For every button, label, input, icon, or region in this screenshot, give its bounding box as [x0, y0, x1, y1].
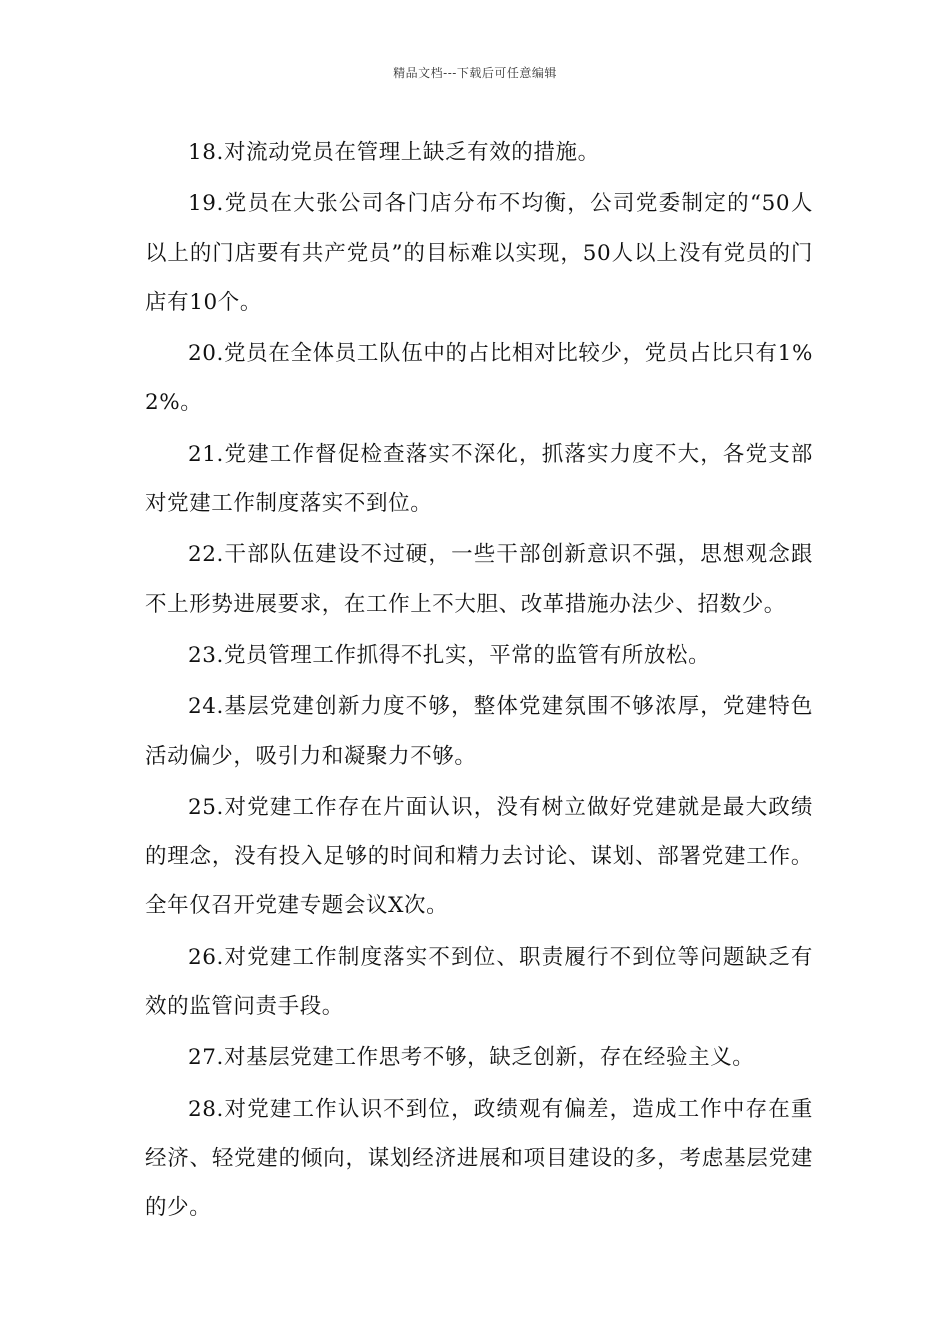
paragraph-22: 22.干部队伍建设不过硬，一些干部创新意识不强，思想观念跟不上形势进展要求，在工作上不大胆、改革措施办法少、招数少。: [145, 542, 813, 617]
page-header: 精品文档---下载后可任意编辑: [393, 66, 557, 80]
paragraph-19: 19.党员在大张公司各门店分布不均衡，公司党委制定的“50人以上的门店要有共产党员”的目标难以实现，50人以上没有党员的门店有10个。: [145, 191, 813, 315]
paragraph-24: 24.基层党建创新力度不够，整体党建氛围不够浓厚，党建特色活动偏少，吸引力和凝聚力不够。: [145, 694, 813, 769]
paragraph-28: 28.对党建工作认识不到位，政绩观有偏差，造成工作中存在重经济、轻党建的倾向，谋划经济进展和项目建设的多，考虑基层党建的少。: [145, 1096, 813, 1221]
paragraph-21: 21.党建工作督促检查落实不深化，抓落实力度不大，各党支部对党建工作制度落实不到位。: [145, 441, 813, 517]
paragraph-18: 18.对流动党员在管理上缺乏有效的措施。: [188, 140, 600, 165]
paragraph-26: 26.对党建工作制度落实不到位、职责履行不到位等问题缺乏有效的监管问责手段。: [145, 944, 813, 1020]
paragraph-27: 27.对基层党建工作思考不够，缺乏创新，存在经验主义。: [188, 1045, 755, 1071]
paragraph-20: 20.党员在全体员工队伍中的占比相对比较少，党员占比只有1%2%。: [145, 341, 813, 416]
paragraph-23: 23.党员管理工作抓得不扎实，平常的监管有所放松。: [188, 642, 711, 668]
paragraph-25: 25.对党建工作存在片面认识，没有树立做好党建就是最大政绩的理念，没有投入足够的时间和精力去讨论、谋划、部署党建工作。全年仅召开党建专题会议X次。: [145, 794, 813, 919]
document-body: [145, 128, 813, 1235]
